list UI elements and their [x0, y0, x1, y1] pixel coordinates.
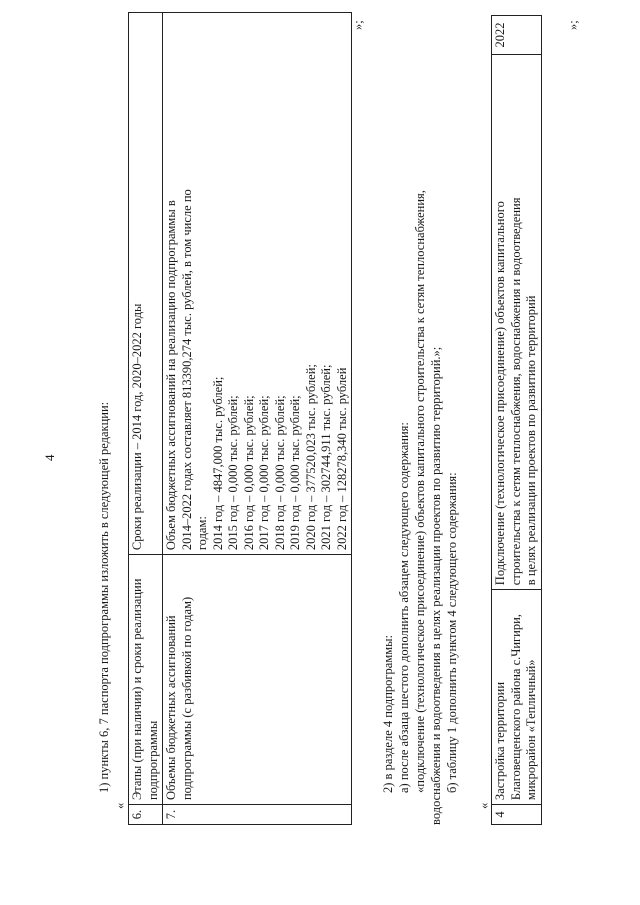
value-line: 2020 год – 377520,023 тыс. рублей;	[303, 364, 318, 551]
value-line: 2018 год – 0,000 тыс. рублей;	[272, 395, 287, 551]
row-value	[129, 13, 163, 555]
measure-cell	[492, 54, 542, 589]
close-quote-1: »;	[351, 20, 365, 30]
row-value	[163, 13, 352, 555]
value-line: годам:	[195, 516, 209, 551]
label-line: подпрограммы	[145, 720, 160, 801]
row-number: 7.	[163, 805, 352, 825]
passport-row	[129, 13, 163, 825]
label-line: Этапы (при наличии) и сроки реализации	[130, 578, 144, 801]
measure-line: строительства к сетям теплоснабжения, водоснабжения и водоотведения	[508, 197, 523, 586]
para-line: 2) в разделе 4 подпрограммы:	[381, 634, 395, 793]
value-line: 2022 год – 128278,340 тыс. рублей	[334, 367, 349, 551]
open-quote-2: «	[477, 802, 491, 809]
territory-line: Благовещенского района с.Чигири,	[508, 614, 523, 801]
label-line: Объемы бюджетных ассигнований	[164, 615, 178, 801]
row-label	[129, 555, 163, 805]
value-line: 2014–2022 годах составляет 813390,274 тыс. рублей, в том числе по	[179, 189, 194, 551]
table-row	[492, 16, 542, 825]
value-line: Сроки реализации – 2014 год, 2020–2022 годы	[130, 303, 144, 551]
close-quote-2: »;	[566, 20, 580, 30]
para-line: «подключение (технологическое присоединение) объектов капитального строительства к сетям теплоснабжения,	[413, 190, 427, 793]
para-line: а) после абзаца шестого дополнить абзацем следующего содержания:	[397, 422, 411, 793]
year-cell: 2022	[492, 16, 542, 55]
value-line: 2017 год – 0,000 тыс. рублей;	[257, 395, 271, 551]
passport-table	[128, 12, 352, 825]
value-line: 2015 год – 0,000 тыс. рублей;	[226, 395, 240, 551]
value-line: 2019 год – 0,000 тыс. рублей;	[288, 395, 302, 551]
territory-line: микрорайон «Тепличный»	[524, 659, 538, 801]
territory-line: Застройка территории	[493, 681, 507, 801]
intro-paragraph: 1) пункты 6, 7 паспорта подпрограммы изложить в следующей редакции:	[97, 401, 111, 793]
measure-line: Подключение (технологическое присоединение) объектов капитального	[493, 201, 507, 586]
para-line: водоснабжения и водоотведения в целях реализации проектов по развитию территорий.»;	[429, 346, 443, 825]
table1-row-4	[491, 15, 542, 825]
value-line: Объем бюджетных ассигнований на реализацию подпрограммы в	[164, 200, 178, 551]
value-line: 2014 год – 4847,000 тыс. рублей;	[210, 376, 225, 551]
open-quote-1: «	[113, 802, 127, 809]
value-line: 2021 год – 302744,911 тыс. рублей;	[319, 364, 333, 551]
row-number: 4	[492, 805, 542, 825]
row-label	[163, 555, 352, 805]
territory-cell	[492, 590, 542, 805]
measure-line: в целях реализации проектов по развитию территорий	[524, 295, 538, 586]
passport-row	[163, 13, 352, 825]
page-number: 4	[42, 454, 57, 461]
value-line: 2016 год – 0,000 тыс. рублей;	[241, 395, 256, 551]
label-line: подпрограммы (с разбивкой по годам)	[179, 596, 194, 801]
para-line: б) таблицу 1 дополнить пунктом 4 следующего содержания:	[445, 472, 459, 793]
row-number: 6.	[129, 805, 163, 825]
